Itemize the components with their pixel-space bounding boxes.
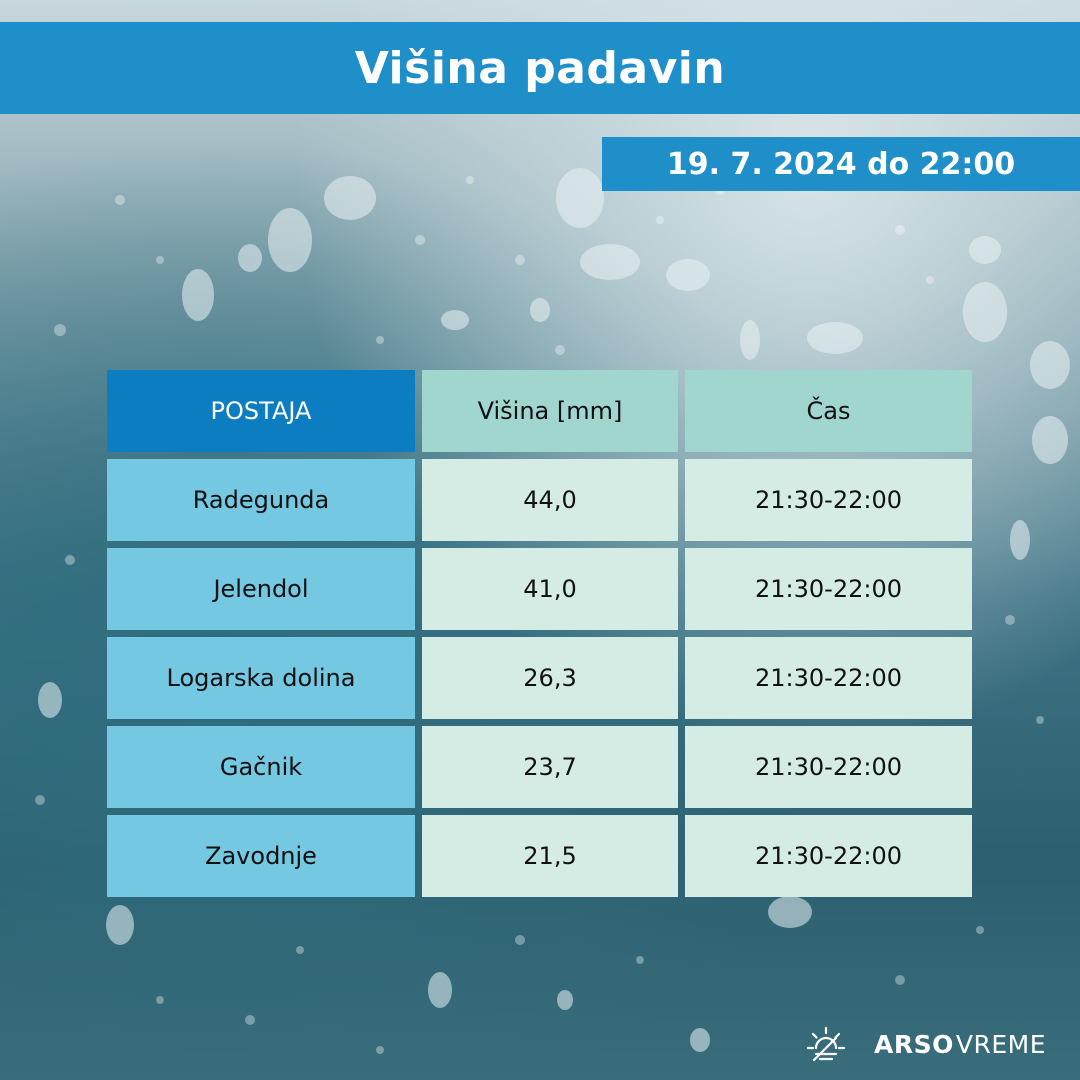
- height-cell: 21,5: [422, 815, 678, 897]
- sun-icon: [806, 1024, 846, 1064]
- brand-secondary: VREME: [955, 1029, 1046, 1059]
- table-row: [107, 726, 972, 808]
- table-row: [107, 637, 972, 719]
- date-label: 19. 7. 2024 do 22:00: [602, 137, 1080, 191]
- station-cell: Jelendol: [107, 548, 415, 630]
- page-title: Višina padavin: [0, 22, 1080, 114]
- station-cell: Logarska dolina: [107, 637, 415, 719]
- time-cell: 21:30-22:00: [685, 637, 972, 719]
- station-cell: Gačnik: [107, 726, 415, 808]
- brand-primary: ARSO: [874, 1029, 954, 1059]
- header-station: POSTAJA: [107, 370, 415, 452]
- brand-logo: [806, 1024, 1046, 1064]
- time-cell: 21:30-22:00: [685, 548, 972, 630]
- table-row: [107, 548, 972, 630]
- time-cell: 21:30-22:00: [685, 459, 972, 541]
- station-cell: Radegunda: [107, 459, 415, 541]
- table-header-row: [107, 370, 972, 452]
- time-cell: 21:30-22:00: [685, 726, 972, 808]
- time-cell: 21:30-22:00: [685, 815, 972, 897]
- height-cell: 23,7: [422, 726, 678, 808]
- table-row: [107, 459, 972, 541]
- header-time: Čas: [685, 370, 972, 452]
- height-cell: 44,0: [422, 459, 678, 541]
- height-cell: 26,3: [422, 637, 678, 719]
- header-height: Višina [mm]: [422, 370, 678, 452]
- height-cell: 41,0: [422, 548, 678, 630]
- table-row: [107, 815, 972, 897]
- station-cell: Zavodnje: [107, 815, 415, 897]
